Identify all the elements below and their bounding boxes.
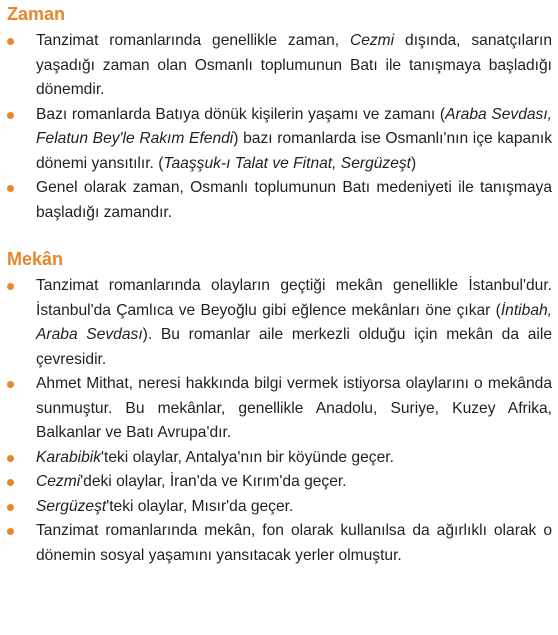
list-item bbox=[6, 274, 552, 372]
section-mekan bbox=[6, 248, 552, 568]
bullet-list bbox=[6, 29, 552, 225]
bullet-dot-icon bbox=[7, 283, 14, 290]
list-item bbox=[6, 446, 552, 471]
italic-text: Karabibik bbox=[36, 448, 102, 466]
list-item bbox=[6, 29, 552, 103]
list-item bbox=[6, 519, 552, 568]
bullet-dot-icon bbox=[7, 38, 14, 45]
section-heading: Zaman bbox=[7, 4, 66, 24]
italic-text: İntibah, Araba Sevdası bbox=[36, 301, 552, 343]
body-text: Ahmet Mithat, neresi hakkında bilgi vermek istiyorsa olaylarını o mekânda sunmuştur. Bu mekânlar, genellikle Anadolu, Suriye, Kuzey Afrika, Balkanlar ve Batı Avrupa'dır. bbox=[36, 375, 552, 441]
italic-text: Araba Sevdası, Felatun Bey'le Rakım Efendi bbox=[36, 105, 553, 147]
body-text: ). Bu romanlar aile merkezli olduğu için mekân da aile çevresidir. bbox=[36, 326, 552, 368]
section-heading: Mekân bbox=[7, 249, 64, 269]
bullet-dot-icon bbox=[7, 185, 14, 192]
list-item bbox=[6, 372, 552, 446]
list-item bbox=[6, 103, 552, 177]
body-text: 'deki olaylar, İran'da ve Kırım'da geçer. bbox=[80, 473, 347, 490]
bullet-dot-icon bbox=[7, 381, 14, 388]
italic-text: Taaşşuk-ı Talat ve Fitnat, Sergüzeşt bbox=[163, 154, 412, 172]
body-text: ) bbox=[411, 154, 417, 172]
bullet-dot-icon bbox=[7, 455, 14, 462]
body-text: Genel olarak zaman, Osmanlı toplumunun Batı medeniyeti ile tanışmaya başladığı zamandır. bbox=[36, 179, 552, 221]
italic-text: Sergüzeşt bbox=[36, 497, 107, 515]
bullet-dot-icon bbox=[7, 112, 14, 119]
body-text: Tanzimat romanlarında genellikle zaman, bbox=[36, 32, 350, 49]
body-text: Bazı romanlarda Batıya dönük kişilerin yaşamı ve zamanı ( bbox=[36, 105, 446, 123]
italic-text: Cezmi bbox=[349, 32, 395, 49]
section-zaman bbox=[6, 3, 552, 225]
bullet-list bbox=[6, 274, 552, 568]
body-text: Tanzimat romanlarında olayların geçtiği mekân genellikle İstanbul'dur. İstanbul'da Çamlıca ve Beyoğlu gibi eğlence mekânları öne çıkar ( bbox=[36, 277, 552, 319]
body-text: 'teki olaylar, Mısır'da geçer. bbox=[106, 497, 294, 515]
bullet-dot-icon bbox=[7, 528, 14, 535]
list-item bbox=[6, 470, 552, 495]
document-content bbox=[6, 3, 552, 568]
list-item bbox=[6, 495, 552, 520]
body-text: dışında, sanatçıların yaşadığı zaman olan Osmanlı toplumunun Batı ile tanışmaya başladığı dönemdir. bbox=[36, 32, 552, 98]
italic-text: Cezmi bbox=[36, 473, 81, 490]
body-text: Tanzimat romanlarında mekân, fon olarak kullanılsa da ağırlıklı olarak o dönemin sosyal yaşamını yansıtacak yerler olmuştur. bbox=[36, 522, 552, 564]
list-item bbox=[6, 176, 552, 225]
bullet-dot-icon bbox=[7, 504, 14, 511]
body-text: 'teki olaylar, Antalya'nın bir köyünde geçer. bbox=[101, 448, 394, 466]
bullet-dot-icon bbox=[7, 479, 14, 486]
body-text: ) bazı romanlarda ise Osmanlı'nın içe kapanık dönemi yansıtılır. ( bbox=[36, 130, 552, 172]
